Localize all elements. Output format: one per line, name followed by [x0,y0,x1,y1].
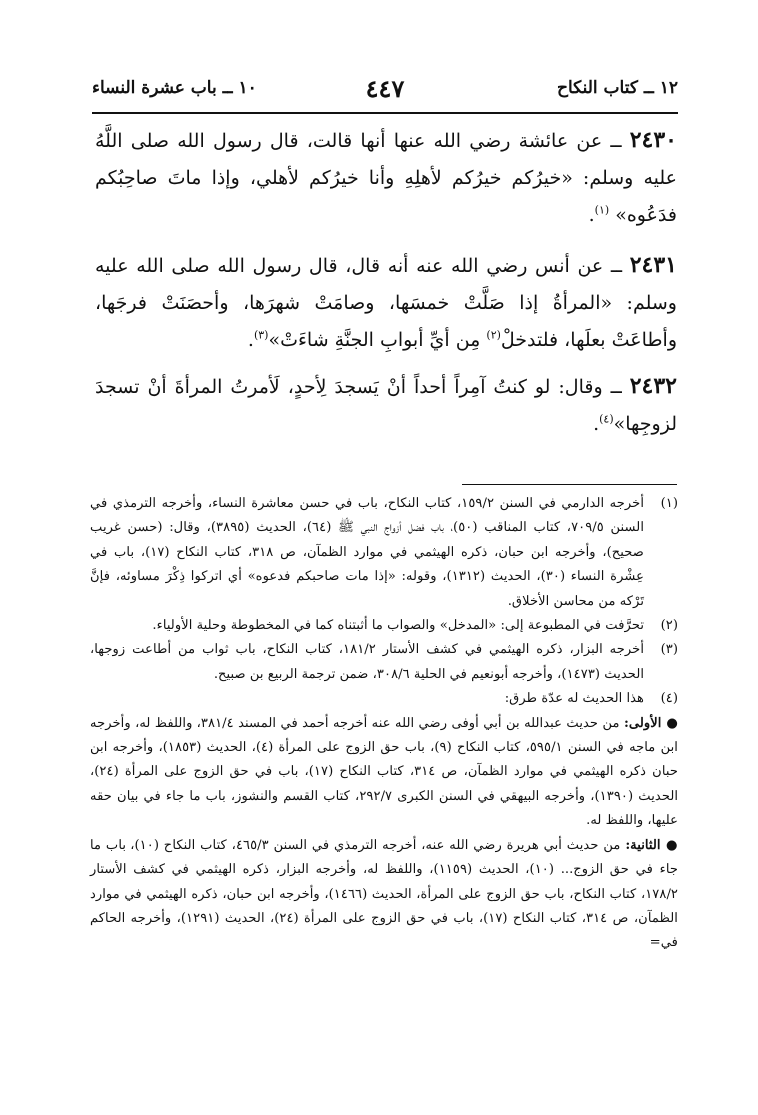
route-text: من حديث عبدالله بن أبي أوفى رضي الله عنه أخرجه أحمد في المسند ٣٨١/٤، واللفظ له، وأخرجه ابن ماجه في السنن ٥٩٥/١، كتاب النكاح (٩)، باب حق الزوج على المرأة (٤)، الحديث (١٨٥٣)، وأخرجه ابن حبان ذكره الهيثمي في موارد الظمآن، ص ٣١٤، كتاب النكاح (١٧)، باب في حق الزوج على المرأة (٢٤)، الحديث (١٣٩٠)، وأخرجه البيهقي في السنن الكبرى ٢٩٢/٧، كتاب القسم والنشوز، باب ما جاء في بيان حقه عليها، واللفظ له. [90,715,679,829]
footnote-text: تحرَّفت في المطبوعة إلى: «المدخل» والصواب ما أثبتناه كما في المخطوطة وحلية الأولياء. [152,618,644,634]
footnote-text: هذا الحديث له عدّة طرق: [504,691,644,707]
hadith-number: ٢٤٣١ [629,252,677,278]
header-divider [92,112,678,114]
page-number: ٤٤٧ [365,74,405,103]
hadith-text: ــ عن أنس رضي الله عنه أنه قال، قال رسول الله صلى الله عليه وسلم: «المرأةُ إذا صَلَّتْ خمسَها، وصامَتْ شهرَها، وأحصَنَتْ فرجَها، وأطاعَتْ بعلَها، فلتدخلْ [95,255,677,351]
footnote-number: (٢) [660,618,678,634]
footnote-number: (١) [660,496,678,511]
hadith-number: ٢٤٣٢ [629,373,677,399]
hadith-text: ــ وقال: لو كنتُ آمِراً أحداً أنْ يَسجدَ لِأحدٍ، لَأمرتُ المرأةَ أنْ تسجدَ لزوجِها» [95,376,677,435]
hadith-2431: ٢٤٣١ ــ عن أنس رضي الله عنه أنه قال، قال رسول الله صلى الله عليه وسلم: «المرأةُ إذا صَلَّتْ خمسَها، وصامَتْ شهرَها، وأحصَنَتْ فرجَها، وأطاعَتْ بعلَها، فلتدخلْ$^{(٢)}$ مِن أيِّ أبوابِ الجنَّةِ شاءَتْ»$^{(٣)}$. [95,252,677,351]
footnote-text: أخرجه البزار، ذكره الهيثمي في كشف الأستار ١٨١/٢، كتاب النكاح، باب ثواب من أطاعت زوجها، الحديث (١٤٧٣)، وأخرجه أبونعيم في الحلية ٣٠٨/٦، ضمن ترجمة الربيع بن صبيح. [90,642,644,682]
hadith-number: ٢٤٣٠ [629,127,677,153]
header-chapter-title: ١٠ ــ باب عشرة النساء [92,78,257,98]
route-label: ● الثانية: [625,837,678,853]
route-label: ● الأولى: [624,715,678,731]
footnote-number: (٤) [660,691,678,707]
hadith-text-continued: مِن أيِّ أبوابِ الجنَّةِ شاءَتْ» [268,329,481,351]
footnote-4 [90,687,678,711]
footnote-ref[interactable]: (٣) [253,328,269,342]
header-book-title: ١٢ ــ كتاب النكاح [557,78,678,98]
running-header [92,74,678,112]
footnote-3 [90,638,678,687]
footnote-separator [462,484,677,485]
hadith-2432: ٢٤٣٢ ــ وقال: لو كنتُ آمِراً أحداً أنْ يَسجدَ لِأحدٍ، لَأمرتُ المرأةَ أنْ تسجدَ لزوجِها»$^{(٤)}$. [95,373,677,435]
route-text: من حديث أبي هريرة رضي الله عنه، أخرجه الترمذي في السنن ٤٦٥/٣، كتاب النكاح (١٠)، باب ما جاء في حق الزوج... (١٠)، الحديث (١١٥٩)، واللفظ له، وأخرجه البزار، ذكره الهيثمي في كشف الأستار ١٧٨/٢، كتاب النكاح، باب حق الزوج على المرأة، الحديث (١٤٦٦)، وأخرجه ابن حبان، ذكره الهيثمي في موارد الظمآن، ص ٣١٤، كتاب النكاح (١٧)، باب في حق الزوج على المرأة (٢٤)، الحديث (١٢٩١)، وأخرجه الحاكم في= [90,837,678,951]
footnote-ref[interactable]: (٢) [486,328,501,342]
footnote-2 [90,614,678,638]
footnotes [90,492,678,956]
footnote-4-route-2 [90,834,678,956]
footnote-1 [90,492,678,614]
hadith-2430: ٢٤٣٠ ــ عن عائشة رضي الله عنها أنها قالت، قال رسول الله صلى اللَّهُ عليه وسلم: «خيرُكم خيرُكم لأهلِهِ وأنا خيرُكم لأهلي، وإذا ماتَ صاحِبُكم فدَعُوه» $^{(١)}$. [95,127,677,226]
footnote-ref[interactable]: (٤) [599,412,614,426]
footnote-number: (٣) [660,642,678,658]
footnote-text: أخرجه الدارمي في السنن ١٥٩/٢، كتاب النكاح، باب في حسن معاشرة النساء، وأخرجه الترمذي في السنن ٧٠٩/٥، كتاب المناقب (٥٠)، باب فضل أزواج النبي ﷺ (٦٤)، الحديث (٣٨٩٥)، وقال: (حسن غريب صحيح)، وأخرجه ابن حبان، ذكره الهيثمي في موارد الظمآن، ص ٣١٨، كتاب النكاح (١٧)، باب في عِشْرة النساء (٣٠)، الحديث (١٣١٢)، وقوله: «إذا مات صاحبكم فدعوه» أي اتركوا ذِكْرَ مساوئه، فإنَّ تَرْكه من محاسن الأخلاق. [90,496,644,609]
footnote-4-route-1 [90,712,678,834]
hadith-text: ــ عن عائشة رضي الله عنها أنها قالت، قال رسول الله صلى اللَّهُ عليه وسلم: «خيرُكم خيرُكم لأهلِهِ وأنا خيرُكم لأهلي، وإذا ماتَ صاحِبُكم فدَعُوه» [95,130,677,226]
footnote-ref[interactable]: (١) [594,203,610,217]
